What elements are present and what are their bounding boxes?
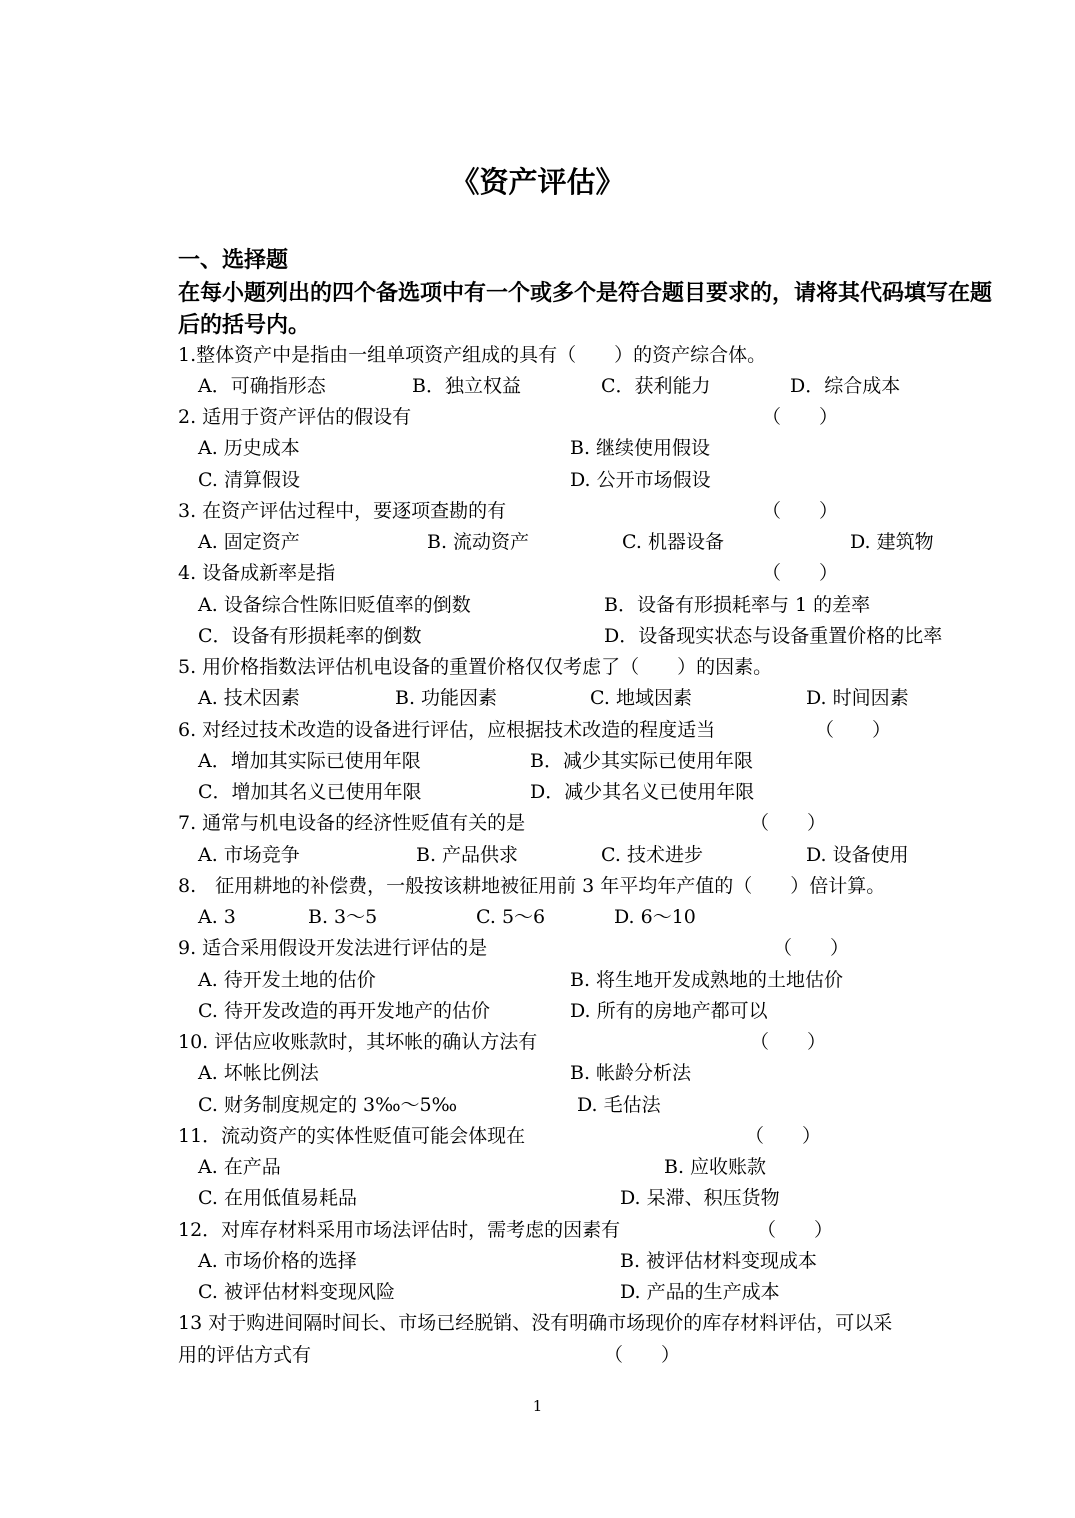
q7-option-c: C. 技术进步 xyxy=(601,844,703,866)
q6-option-d: D．减少其名义已使用年限 xyxy=(530,781,755,803)
q6-answer-bracket: （ ） xyxy=(815,719,892,741)
q8-option-b: B. 3～5 xyxy=(308,906,378,928)
q9-option-a: A. 待开发土地的估价 xyxy=(198,969,376,991)
q6-option-a: A．增加其实际已使用年限 xyxy=(198,750,421,772)
question-5-stem: 5. 用价格指数法评估机电设备的重置价格仅仅考虑了（ ）的因素。 xyxy=(178,656,773,678)
q10-option-a: A. 坏帐比例法 xyxy=(198,1062,319,1084)
q4-option-a: A. 设备综合性陈旧贬值率的倒数 xyxy=(198,594,471,616)
question-8-stem: 8. 征用耕地的补偿费，一般按该耕地被征用前 3 年平均年产值的（ ）倍计算。 xyxy=(178,875,886,897)
q3-option-c: C. 机器设备 xyxy=(622,531,724,553)
q3-option-d: D. 建筑物 xyxy=(850,531,934,553)
q6-option-c: C．增加其名义已使用年限 xyxy=(198,781,422,803)
q12-option-a: A. 市场价格的选择 xyxy=(198,1250,357,1272)
q11-option-c: C. 在用低值易耗品 xyxy=(198,1187,357,1209)
q12-option-d: D. 产品的生产成本 xyxy=(620,1281,780,1303)
document-title: 《资产评估》 xyxy=(450,165,625,199)
question-11-stem: 11．流动资产的实体性贬值可能会体现在 xyxy=(178,1125,526,1147)
q6-option-b: B．减少其实际已使用年限 xyxy=(530,750,753,772)
q1-option-a: A．可确指形态 xyxy=(198,375,326,397)
q5-option-c: C. 地域因素 xyxy=(590,687,692,709)
q9-option-d: D. 所有的房地产都可以 xyxy=(570,1000,768,1022)
q2-option-d: D. 公开市场假设 xyxy=(570,469,711,491)
q2-answer-bracket: （ ） xyxy=(762,406,839,428)
q7-option-d: D. 设备使用 xyxy=(806,844,909,866)
q11-answer-bracket: （ ） xyxy=(745,1125,822,1147)
q8-option-a: A. 3 xyxy=(198,906,236,928)
q5-option-a: A. 技术因素 xyxy=(198,687,300,709)
q9-option-b: B. 将生地开发成熟地的土地估价 xyxy=(570,969,844,991)
q5-option-d: D. 时间因素 xyxy=(806,687,909,709)
question-2-stem: 2. 适用于资产评估的假设有 xyxy=(178,406,412,428)
q11-option-b: B. 应收账款 xyxy=(664,1156,767,1178)
question-13-stem: 13 对于购进间隔时间长、市场已经脱销、没有明确市场现价的库存材料评估，可以采 xyxy=(178,1312,893,1334)
q3-option-a: A. 固定资产 xyxy=(198,531,300,553)
q8-option-d: D. 6～10 xyxy=(614,906,696,928)
instructions: 在每小题列出的四个备选项中有一个或多个是符合题目要求的，请将其代码填写在题后的括号内。 xyxy=(178,280,993,338)
q11-option-a: A. 在产品 xyxy=(198,1156,281,1178)
q9-answer-bracket: （ ） xyxy=(773,937,850,959)
q4-option-b: B．设备有形损耗率与 1 的差率 xyxy=(604,594,871,616)
q2-option-b: B. 继续使用假设 xyxy=(570,437,711,459)
q10-answer-bracket: （ ） xyxy=(750,1031,827,1053)
q13-answer-bracket: （ ） xyxy=(604,1344,681,1366)
question-4-stem: 4. 设备成新率是指 xyxy=(178,562,336,584)
q12-answer-bracket: （ ） xyxy=(757,1219,834,1241)
q1-option-c: C．获利能力 xyxy=(601,375,711,397)
question-9-stem: 9. 适合采用假设开发法进行评估的是 xyxy=(178,937,488,959)
q4-answer-bracket: （ ） xyxy=(762,562,839,584)
q5-option-b: B. 功能因素 xyxy=(395,687,498,709)
question-1-stem: 1.整体资产中是指由一组单项资产组成的具有（ ）的资产综合体。 xyxy=(178,344,767,366)
q3-answer-bracket: （ ） xyxy=(762,500,839,522)
q7-option-b: B. 产品供求 xyxy=(416,844,519,866)
q10-option-b: B. 帐龄分析法 xyxy=(570,1062,692,1084)
q1-option-d: D．综合成本 xyxy=(790,375,901,397)
q10-option-d: D. 毛估法 xyxy=(577,1094,661,1116)
q8-option-c: C. 5～6 xyxy=(476,906,546,928)
q12-option-b: B. 被评估材料变现成本 xyxy=(620,1250,818,1272)
q10-option-c: C. 财务制度规定的 3‰～5‰ xyxy=(198,1094,458,1116)
q7-option-a: A. 市场竞争 xyxy=(198,844,300,866)
q11-option-d: D. 呆滞、积压货物 xyxy=(620,1187,780,1209)
question-6-stem: 6. 对经过技术改造的设备进行评估，应根据技术改造的程度适当 xyxy=(178,719,716,741)
question-7-stem: 7. 通常与机电设备的经济性贬值有关的是 xyxy=(178,812,526,834)
q1-option-b: B．独立权益 xyxy=(412,375,521,397)
q4-option-c: C．设备有形损耗率的倒数 xyxy=(198,625,422,647)
q12-option-c: C. 被评估材料变现风险 xyxy=(198,1281,395,1303)
q9-option-c: C. 待开发改造的再开发地产的估价 xyxy=(198,1000,490,1022)
question-13-stem-continued: 用的评估方式有 xyxy=(178,1344,312,1366)
q2-option-c: C. 清算假设 xyxy=(198,469,300,491)
q4-option-d: D．设备现实状态与设备重置价格的比率 xyxy=(604,625,943,647)
section-heading: 一、选择题 xyxy=(178,247,289,273)
q7-answer-bracket: （ ） xyxy=(750,812,827,834)
question-3-stem: 3. 在资产评估过程中，要逐项查勘的有 xyxy=(178,500,507,522)
page-number: 1 xyxy=(532,1397,543,1415)
question-10-stem: 10. 评估应收账款时，其坏帐的确认方法有 xyxy=(178,1031,538,1053)
q2-option-a: A. 历史成本 xyxy=(198,437,300,459)
q3-option-b: B. 流动资产 xyxy=(427,531,530,553)
question-12-stem: 12．对库存材料采用市场法评估时，需考虑的因素有 xyxy=(178,1219,621,1241)
